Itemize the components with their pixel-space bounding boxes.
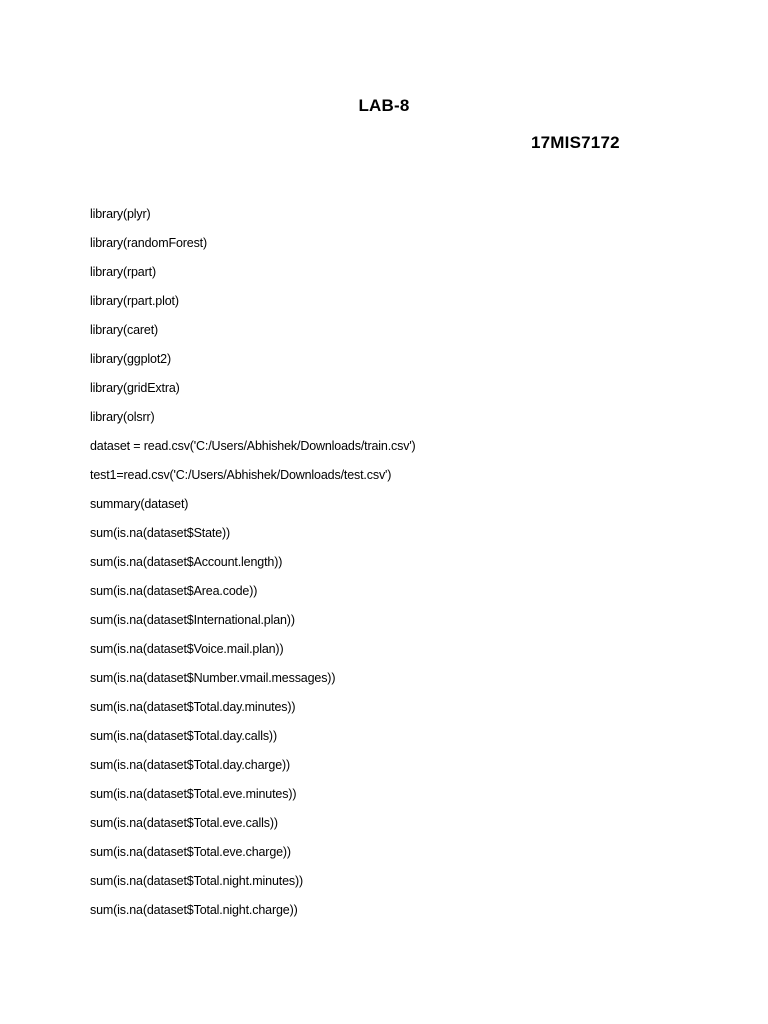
code-line: library(plyr): [90, 207, 151, 221]
code-line: library(caret): [90, 323, 159, 337]
code-line: library(rpart.plot): [90, 294, 179, 308]
code-line: sum(is.na(dataset$Number.vmail.messages)): [90, 671, 336, 685]
code-line: dataset = read.csv('C:/Users/Abhishek/Downloads/train.csv'): [90, 439, 416, 453]
code-line: sum(is.na(dataset$Total.eve.charge)): [90, 845, 291, 859]
code-line: sum(is.na(dataset$Total.eve.calls)): [90, 816, 278, 830]
registration-number: 17MIS7172: [531, 133, 620, 152]
code-line: sum(is.na(dataset$Area.code)): [90, 584, 258, 598]
code-line: sum(is.na(dataset$Total.day.charge)): [90, 758, 291, 772]
code-line: sum(is.na(dataset$Total.day.calls)): [90, 729, 277, 743]
code-line: library(ggplot2): [90, 352, 171, 366]
code-line: sum(is.na(dataset$Voice.mail.plan)): [90, 642, 284, 656]
code-line: summary(dataset): [90, 497, 189, 511]
code-line: test1=read.csv('C:/Users/Abhishek/Downloads/test.csv'): [90, 468, 392, 482]
code-line: library(rpart): [90, 265, 156, 279]
code-line: sum(is.na(dataset$Total.day.minutes)): [90, 700, 296, 714]
code-line: sum(is.na(dataset$Total.eve.minutes)): [90, 787, 297, 801]
code-line: library(gridExtra): [90, 381, 180, 395]
code-listing: [90, 205, 416, 930]
code-line: sum(is.na(dataset$Total.night.charge)): [90, 903, 298, 917]
code-line: sum(is.na(dataset$International.plan)): [90, 613, 295, 627]
code-line: library(randomForest): [90, 236, 208, 250]
code-line: sum(is.na(dataset$State)): [90, 526, 231, 540]
code-line: library(olsrr): [90, 410, 155, 424]
code-line: sum(is.na(dataset$Total.night.minutes)): [90, 874, 303, 888]
document-title: LAB-8: [358, 96, 410, 115]
code-line: sum(is.na(dataset$Account.length)): [90, 555, 283, 569]
